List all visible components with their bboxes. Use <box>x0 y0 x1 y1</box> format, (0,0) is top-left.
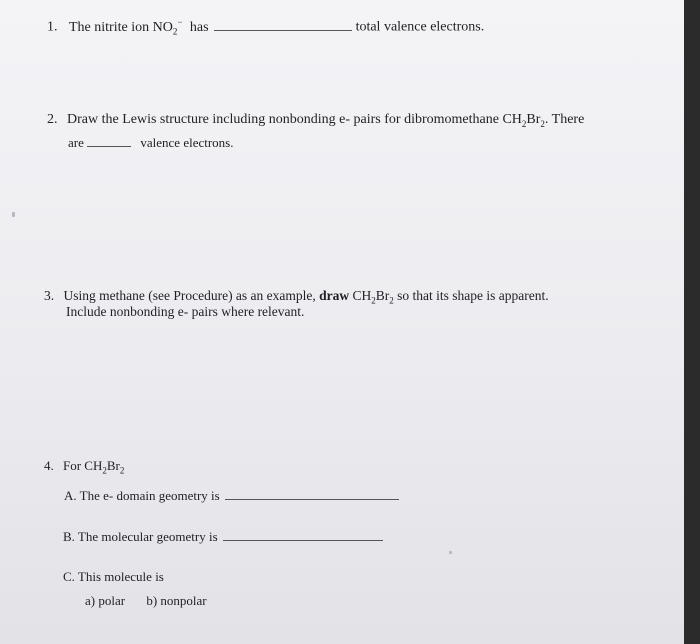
answer-blank[interactable] <box>225 487 399 500</box>
question-4a <box>64 487 399 504</box>
subscript: 2 <box>172 26 178 37</box>
question-4-heading <box>44 458 124 479</box>
question-3-line-2 <box>66 304 304 320</box>
question-text: Br <box>526 112 541 127</box>
answer-blank[interactable] <box>87 134 131 147</box>
question-text: Br <box>375 288 390 303</box>
question-text: valence electrons. <box>140 135 234 150</box>
question-text: . There <box>544 112 585 127</box>
question-2-line-2 <box>68 134 234 151</box>
page-edge-shadow <box>684 0 700 644</box>
subscript: 2 <box>389 295 394 306</box>
answer-blank[interactable] <box>214 18 352 31</box>
mark <box>12 212 15 217</box>
question-text: B. The molecular geometry is <box>63 529 218 544</box>
question-text: Draw the Lewis structure including nonbonding e- pairs for dibromomethane CH <box>67 112 522 127</box>
question-text: CH <box>352 288 372 303</box>
subscript: 2 <box>521 118 527 129</box>
question-1 <box>47 14 484 39</box>
question-text-bold: draw <box>319 288 350 303</box>
question-text: so that its shape is apparent. <box>397 288 549 303</box>
option-nonpolar[interactable]: b) nonpolar <box>146 593 207 608</box>
mark <box>449 551 452 554</box>
question-text: Using methane (see Procedure) as an example, <box>63 288 316 303</box>
subscript: 2 <box>119 465 125 476</box>
question-text: total valence electrons. <box>355 19 485 35</box>
superscript: − <box>177 17 183 27</box>
question-text: has <box>189 19 209 35</box>
question-text: C. This molecule is <box>63 569 164 584</box>
question-number: 3. <box>44 288 55 303</box>
question-text: The nitrite ion NO <box>69 19 173 35</box>
question-4b <box>63 528 383 545</box>
question-2-line-1 <box>47 112 584 132</box>
answer-blank[interactable] <box>223 528 383 541</box>
question-text: are <box>68 135 84 150</box>
question-text: Br <box>106 458 120 473</box>
option-polar[interactable]: a) polar <box>85 593 126 608</box>
subscript: 2 <box>102 465 107 476</box>
question-number: 2. <box>47 112 58 127</box>
question-text: Include nonbonding e- pairs where relevant. <box>66 304 305 319</box>
question-number: 4. <box>44 458 54 473</box>
question-4c <box>63 569 164 585</box>
question-4c-options <box>85 593 207 609</box>
subscript: 2 <box>371 295 376 306</box>
question-text: A. The e- domain geometry is <box>64 488 220 503</box>
subscript: 2 <box>540 118 545 129</box>
question-text: For CH <box>63 458 103 473</box>
question-number: 1. <box>47 19 58 35</box>
